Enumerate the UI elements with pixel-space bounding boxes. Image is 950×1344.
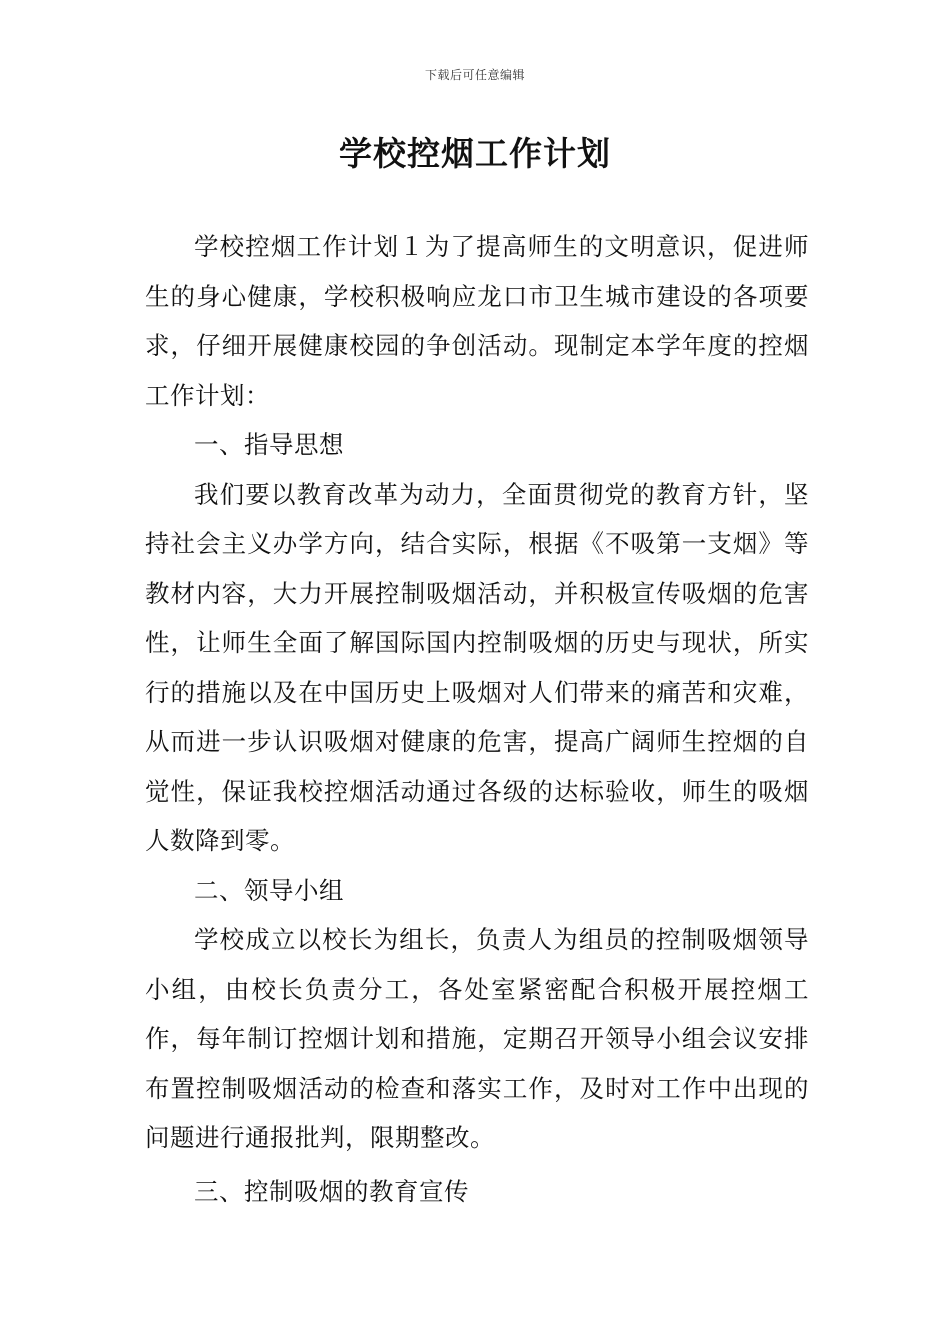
document-body [145,222,809,1216]
guiding-thought-paragraph: 我们要以教育改革为动力，全面贯彻党的教育方针，坚持社会主义办学方向，结合实际，根据《不吸第一支烟》等教材内容，大力开展控制吸烟活动，并积极宣传吸烟的危害性，让师生全面了解国际国内控制吸烟的历史与现状，所实行的措施以及在中国历史上吸烟对人们带来的痛苦和灾难，从而进一步认识吸烟对健康的危害，提高广阔师生控烟的自觉性，保证我校控烟活动通过各级的达标验收，师生的吸烟人数降到零。 [145,479,809,855]
document-title: 学校控烟工作计划 [339,134,611,173]
section-heading-guiding-thought: 一、指导思想 [194,430,344,459]
section-heading-education-publicity: 三、控制吸烟的教育宣传 [194,1176,469,1206]
intro-paragraph: 学校控烟工作计划１为了提高师生的文明意识，促进师生的身心健康，学校积极响应龙口市卫生城市建设的各项要求，仔细开展健康校园的争创活动。现制定本学年度的控烟工作计划： [145,232,809,410]
section-heading-leadership-group: 二、领导小组 [194,875,344,905]
header-note: 下载后可任意编辑 [424,68,525,82]
leadership-group-paragraph: 学校成立以校长为组长，负责人为组员的控制吸烟领导小组，由校长负责分工，各处室紧密配合积极开展控烟工作，每年制订控烟计划和措施，定期召开领导小组会议安排布置控制吸烟活动的检查和落实工作，及时对工作中出现的问题进行通报批判，限期整改。 [145,925,809,1152]
